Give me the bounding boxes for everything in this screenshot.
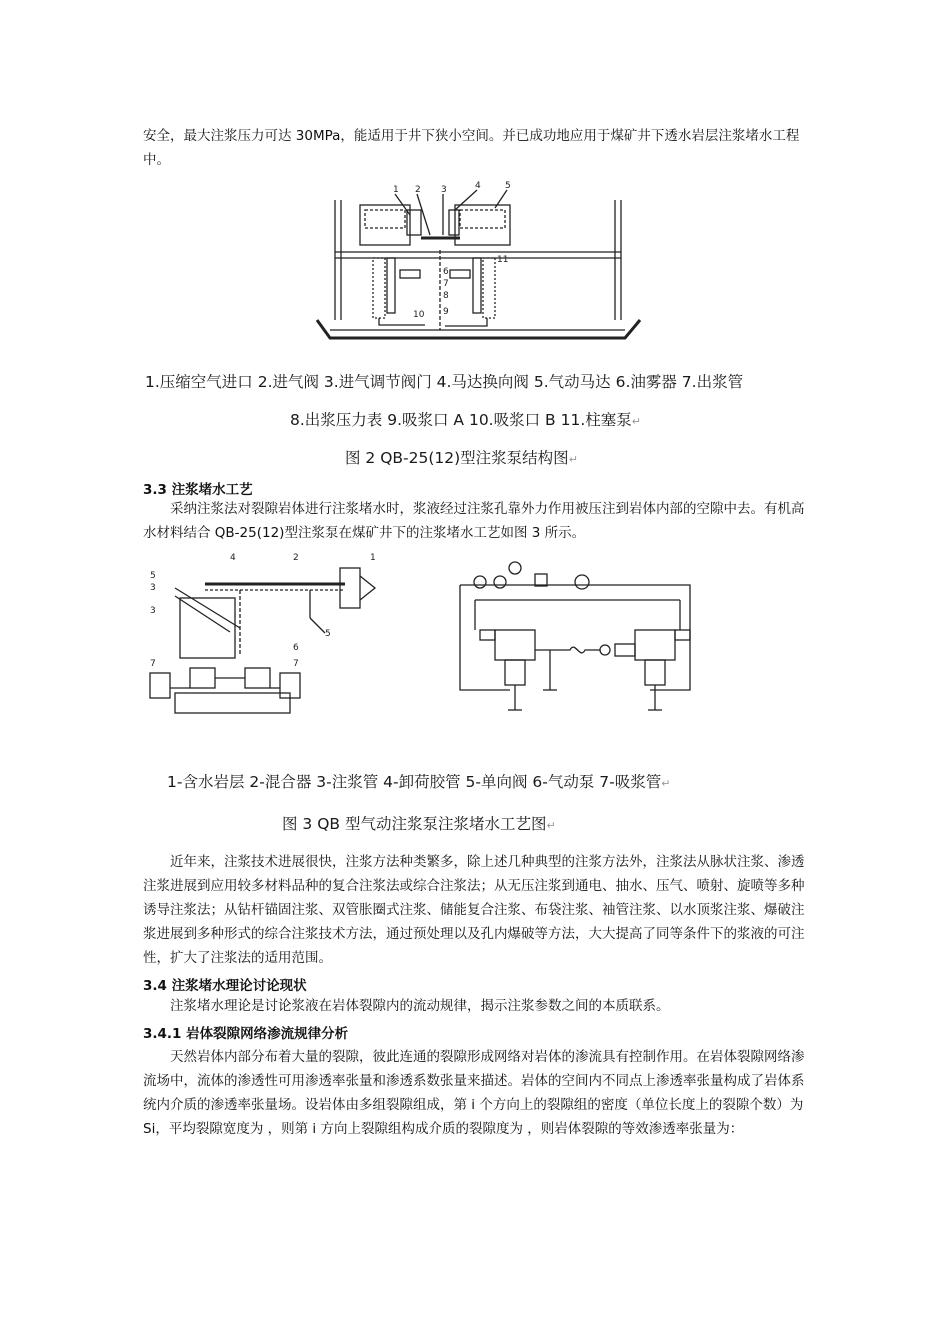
fig3-label-5a: 4 [230, 553, 236, 563]
paragraph-mark: ↵ [568, 453, 578, 466]
paragraph-mark: ↵ [546, 819, 556, 832]
fig2-label-5: 5 [505, 181, 511, 191]
section-3-4-paragraph: 注浆堵水理论是讨论浆液在岩体裂隙内的流动规律，揭示注浆参数之间的本质联系。 [170, 998, 670, 1014]
section-3-4-1-paragraph: 天然岩体内部分布着大量的裂隙，彼此连通的裂隙形成网络对岩体的渗流具有控制作用。在岩体裂隙网络渗流场中，流体的渗透性可用渗透率张量和渗透系数张量来描述。岩体的空间内不同点上渗透率张量构成了岩体系统内介质的渗透率张量场。设岩体由多组裂隙组成，第 i 个方向上的裂隙组的密度（单位长度上的裂隙个数）为 Si，平均裂隙宽度为 ，则第 i 方向上裂隙组构成介质的裂隙度为 ，则岩体裂隙的等效渗透率张量为： [143, 1049, 805, 1137]
fig3-label-5b: 5 [150, 571, 156, 581]
figure2-pump-diagram [315, 180, 645, 355]
fig3-label-3a: 3 [150, 583, 156, 593]
fig2-label-11: 11 [497, 255, 509, 265]
fig3-label-1: 1 [370, 553, 376, 563]
fig2-label-4: 4 [475, 181, 481, 191]
fig2-label-8: 8 [443, 291, 449, 301]
figure3-legend: 1-含水岩层 2-混合器 3-注浆管 4-卸荷胶管 5-单向阀 6-气动泵 7-吸浆管↵ [167, 773, 671, 791]
fig2-label-2: 2 [415, 185, 421, 195]
fig2-label-3: 3 [441, 185, 447, 195]
fig3-label-3b: 3 [150, 606, 156, 616]
figure3-circuit-schematic [450, 560, 720, 720]
paragraph-mark: ↵ [631, 415, 641, 428]
fig3-label-7b: 7 [293, 659, 299, 669]
section-heading-3-4-1: 3.4.1 岩体裂隙网络渗流规律分析 [143, 1026, 349, 1042]
figure3-grouting-diagram [145, 548, 385, 723]
fig3-label-7a: 7 [150, 659, 156, 669]
figure2-legend-line2: 8.出浆压力表 9.吸浆口 A 10.吸浆口 B 11.柱塞泵↵ [290, 411, 641, 429]
fig2-label-6: 6 [443, 267, 449, 277]
fig3-label-4: 5 [325, 629, 331, 639]
figure3-caption: 图 3 QB 型气动注浆泵注浆堵水工艺图↵ [282, 815, 556, 833]
figure2-caption: 图 2 QB-25(12)型注浆泵结构图↵ [345, 449, 578, 467]
fig2-label-9: 9 [443, 307, 449, 317]
section-heading-3-4: 3.4 注浆堵水理论讨论现状 [143, 978, 307, 994]
fig2-label-10: 10 [413, 310, 425, 320]
fig3-label-2: 2 [293, 553, 299, 563]
section-heading-3-3: 3.3 注浆堵水工艺 [143, 482, 253, 498]
figure2-legend-line1: 1.压缩空气进口 2.进气阀 3.进气调节阀门 4.马达换向阀 5.气动马达 6.油雾器 7.出浆管 [145, 373, 744, 391]
fig3-label-6: 6 [293, 643, 299, 653]
fig2-label-7: 7 [443, 279, 449, 289]
recent-development-paragraph: 近年来，注浆技术进展很快，注浆方法种类繁多，除上述几种典型的注浆方法外，注浆法从脉状注浆、渗透注浆进展到应用较多材料品种的复合注浆法或综合注浆法；从无压注浆到通电、抽水、压气、喷射、旋喷等多种诱导注浆法；从钻杆锚固注浆、双管胀圈式注浆、储能复合注浆、布袋注浆、袖管注浆、以水顶浆注浆、爆破注浆进展到多种形式的综合注浆技术方法，通过预处理以及孔内爆破等方法，大大提高了同等条件下的浆液的可注性，扩大了注浆法的适用范围。 [143, 854, 805, 966]
paragraph-mark: ↵ [661, 777, 671, 790]
section-3-3-paragraph: 采纳注浆法对裂隙岩体进行注浆堵水时，浆液经过注浆孔靠外力作用被压注到岩体内部的空隙中去。有机高水材料结合 QB-25(12)型注浆泵在煤矿井下的注浆堵水工艺如图 3 所示。 [143, 501, 805, 541]
fig2-label-1: 1 [393, 185, 399, 195]
intro-paragraph: 安全，最大注浆压力可达 30MPa，能适用于井下狭小空间。并已成功地应用于煤矿井下透水岩层注浆堵水工程中。 [143, 128, 800, 168]
